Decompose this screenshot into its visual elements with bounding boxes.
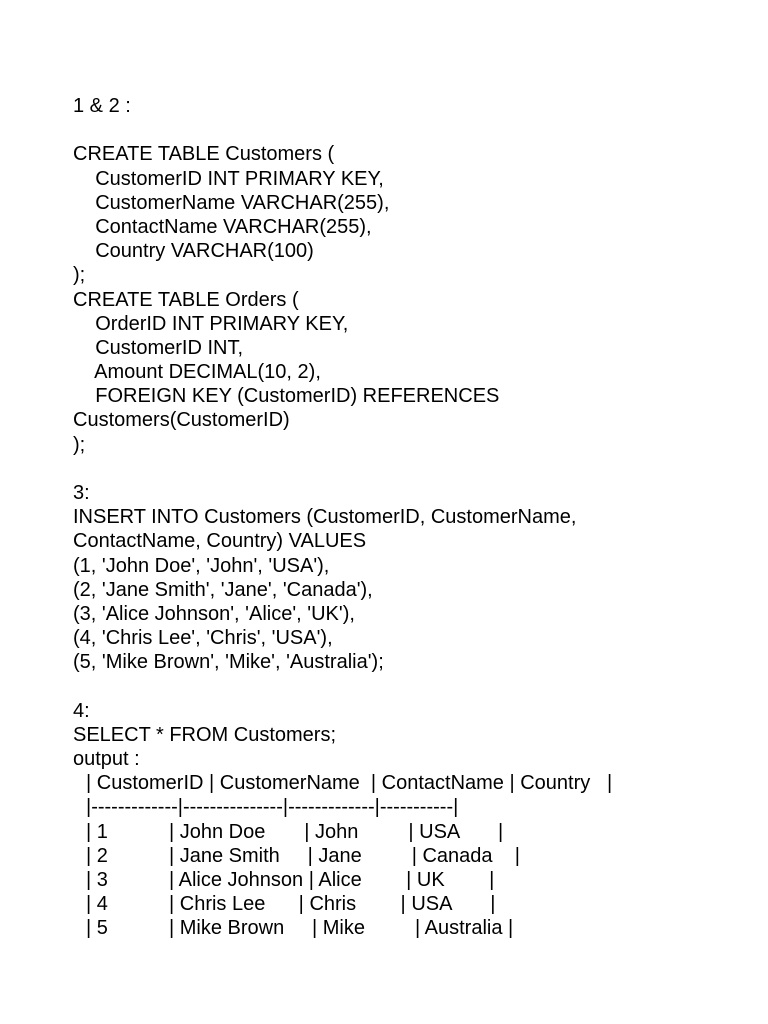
code-line: (5, 'Mike Brown', 'Mike', 'Australia'); xyxy=(73,651,384,674)
select-query: SELECT * FROM Customers; xyxy=(73,723,337,746)
code-line: ContactName VARCHAR(255), xyxy=(73,215,372,238)
table-row: | 4 | Chris Lee | Chris | USA | xyxy=(86,893,496,916)
code-line: INSERT INTO Customers (CustomerID, CustomerName, xyxy=(73,506,577,529)
code-line: CREATE TABLE Orders ( xyxy=(73,288,299,311)
section-label-1-2: 1 & 2 : xyxy=(73,95,131,117)
code-line: CREATE TABLE Customers ( xyxy=(73,143,335,166)
code-line: CustomerName VARCHAR(255), xyxy=(73,191,390,214)
code-line: (4, 'Chris Lee', 'Chris', 'USA'), xyxy=(73,627,333,650)
section-label-3: 3: xyxy=(73,482,90,504)
code-line: ContactName, Country) VALUES xyxy=(73,530,367,553)
create-customers-block xyxy=(73,142,753,287)
table-row: | 5 | Mike Brown | Mike | Australia | xyxy=(86,917,514,940)
code-line: FOREIGN KEY (CustomerID) REFERENCES xyxy=(73,385,500,408)
code-line: ); xyxy=(73,264,86,287)
table-header: | CustomerID | CustomerName | ContactName | Country | xyxy=(86,772,613,795)
code-line: Amount DECIMAL(10, 2), xyxy=(73,361,321,384)
code-line: CustomerID INT PRIMARY KEY, xyxy=(73,167,384,190)
section-label-4: 4: xyxy=(73,699,90,722)
blank-line xyxy=(73,118,753,142)
output-table xyxy=(73,771,753,940)
code-line: ); xyxy=(73,433,86,456)
blank-line xyxy=(73,457,753,481)
code-line: CustomerID INT, xyxy=(73,336,244,359)
code-line: (3, 'Alice Johnson', 'Alice', 'UK'), xyxy=(73,602,355,625)
document-page xyxy=(73,94,753,941)
code-line: (1, 'John Doe', 'John', 'USA'), xyxy=(73,554,330,577)
insert-block xyxy=(73,505,753,674)
table-separator: |-------------|---------------|-------------|-----------| xyxy=(86,796,459,819)
code-line: OrderID INT PRIMARY KEY, xyxy=(73,312,349,335)
table-row: | 3 | Alice Johnson | Alice | UK | xyxy=(86,869,495,891)
code-line: Country VARCHAR(100) xyxy=(73,240,314,263)
output-label: output : xyxy=(73,748,140,771)
blank-line xyxy=(73,675,753,699)
code-line: (2, 'Jane Smith', 'Jane', 'Canada'), xyxy=(73,578,373,601)
code-line: Customers(CustomerID) xyxy=(73,409,290,432)
table-row: | 1 | John Doe | John | USA | xyxy=(86,820,504,843)
create-orders-block xyxy=(73,288,753,457)
table-row: | 2 | Jane Smith | Jane | Canada | xyxy=(86,844,520,867)
